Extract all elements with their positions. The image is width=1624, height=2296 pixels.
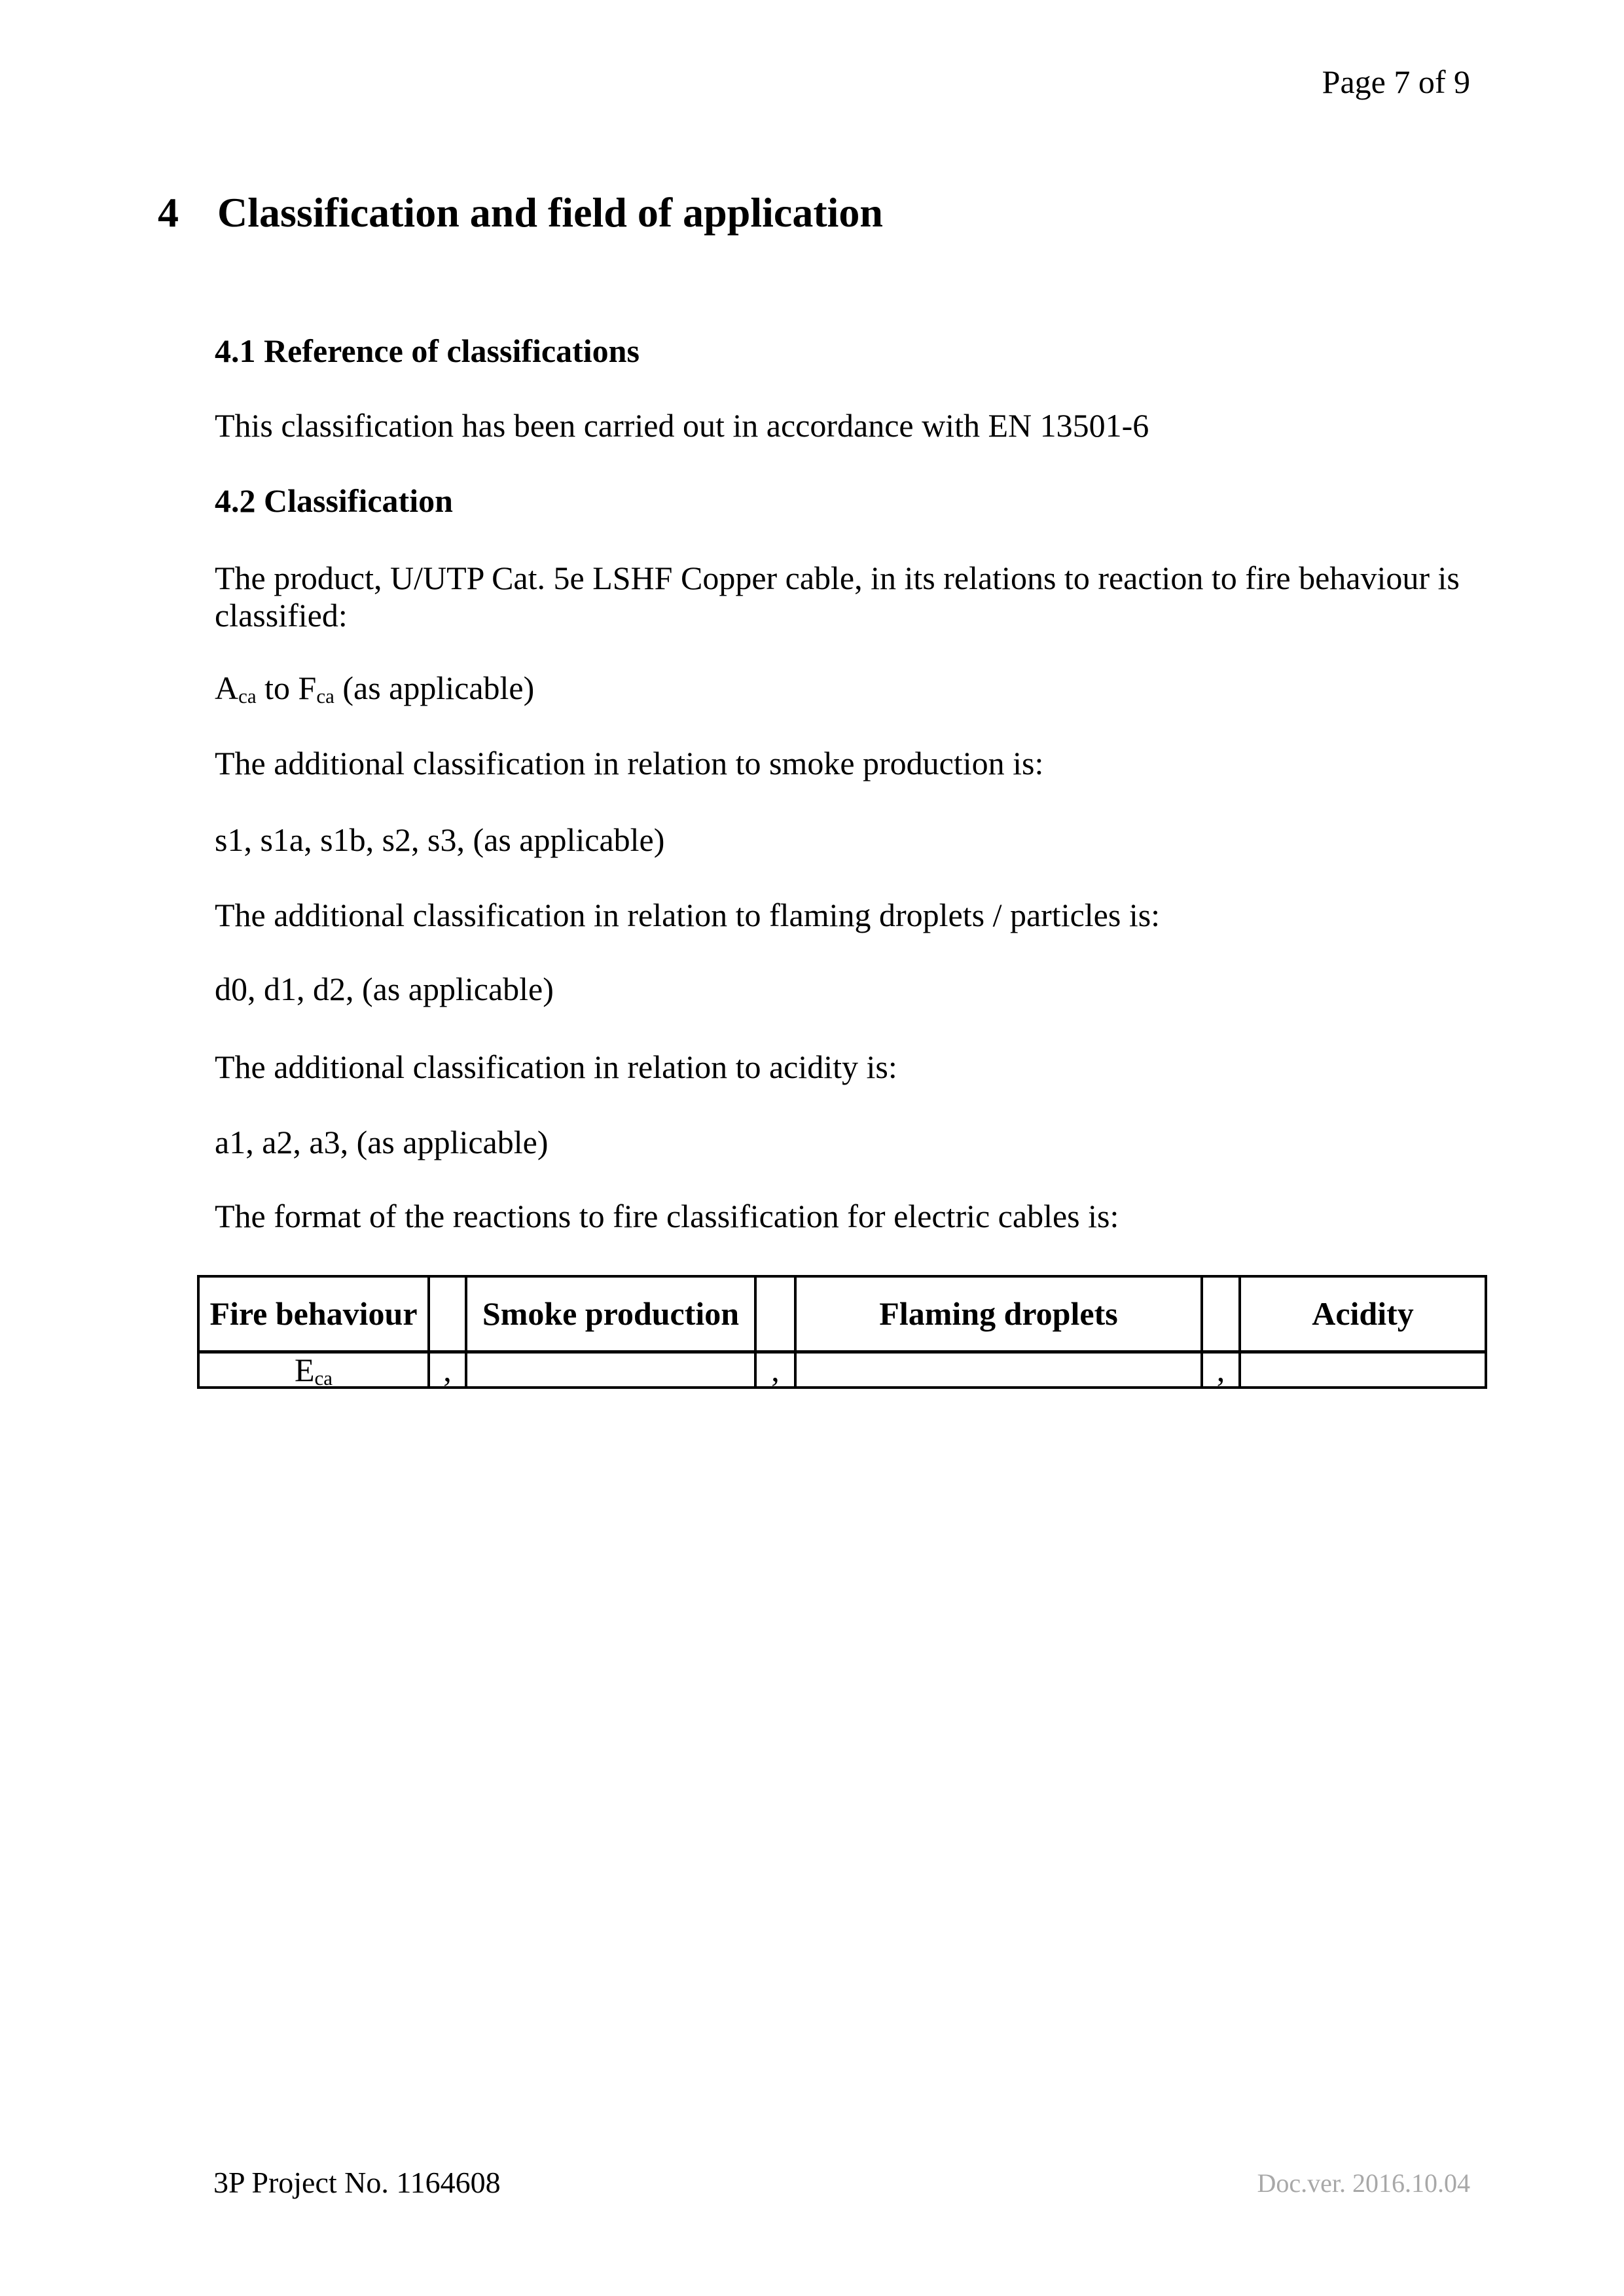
header-separator-3 xyxy=(1202,1276,1240,1352)
subsection-4-1-title: 4.1 Reference of classifications xyxy=(215,332,640,369)
header-separator-2 xyxy=(755,1276,795,1352)
reference-statement: This classification has been carried out in accordance with EN 13501-6 xyxy=(215,407,1149,444)
droplets-classification-intro: The additional classification in relation to flaming droplets / particles is: xyxy=(215,897,1161,933)
table-header-row xyxy=(198,1276,1486,1352)
table-data-row xyxy=(198,1352,1486,1388)
acidity-classification-values: a1, a2, a3, (as applicable) xyxy=(215,1124,549,1160)
footer-project-number: 3P Project No. 1164608 xyxy=(213,2166,501,2199)
cell-smoke-value xyxy=(466,1352,755,1388)
product-statement-line-1: The product, U/UTP Cat. 5e LSHF Copper cable, in its relations to reaction to fire behaviour is xyxy=(215,560,1460,596)
cell-droplets-value xyxy=(795,1352,1202,1388)
cell-comma-2: , xyxy=(755,1352,795,1388)
format-intro: The format of the reactions to fire classification for electric cables is: xyxy=(215,1198,1119,1234)
fire-class-range: $A_{ca}$ to $F_{ca}$ (as applicable) xyxy=(215,670,535,708)
cell-acidity-value xyxy=(1240,1352,1486,1388)
header-smoke-production: Smoke production xyxy=(466,1276,755,1352)
cell-comma-1: , xyxy=(429,1352,466,1388)
cell-fire-class: $E_{ca}$ xyxy=(198,1352,429,1388)
classification-format-table xyxy=(197,1275,1487,1389)
cell-comma-3: , xyxy=(1202,1352,1240,1388)
header-flaming-droplets: Flaming droplets xyxy=(795,1276,1202,1352)
product-statement xyxy=(215,560,1460,634)
smoke-classification-values: s1, s1a, s1b, s2, s3, (as applicable) xyxy=(215,821,665,858)
header-acidity: Acidity xyxy=(1240,1276,1486,1352)
droplets-classification-values: d0, d1, d2, (as applicable) xyxy=(215,971,554,1007)
smoke-classification-intro: The additional classification in relation to smoke production is: xyxy=(215,745,1044,781)
header-separator-1 xyxy=(429,1276,466,1352)
section-heading xyxy=(158,189,883,236)
page-number: Page 7 of 9 xyxy=(1322,63,1470,100)
section-heading-title: Classification and field of application xyxy=(217,189,883,236)
header-fire-behaviour: Fire behaviour xyxy=(198,1276,429,1352)
product-statement-line-2: classified: xyxy=(215,597,348,634)
footer-doc-version: Doc.ver. 2016.10.04 xyxy=(1257,2168,1470,2198)
subsection-4-2-title: 4.2 Classification xyxy=(215,482,453,519)
section-heading-number: 4 xyxy=(158,189,179,236)
acidity-classification-intro: The additional classification in relation to acidity is: xyxy=(215,1049,897,1085)
